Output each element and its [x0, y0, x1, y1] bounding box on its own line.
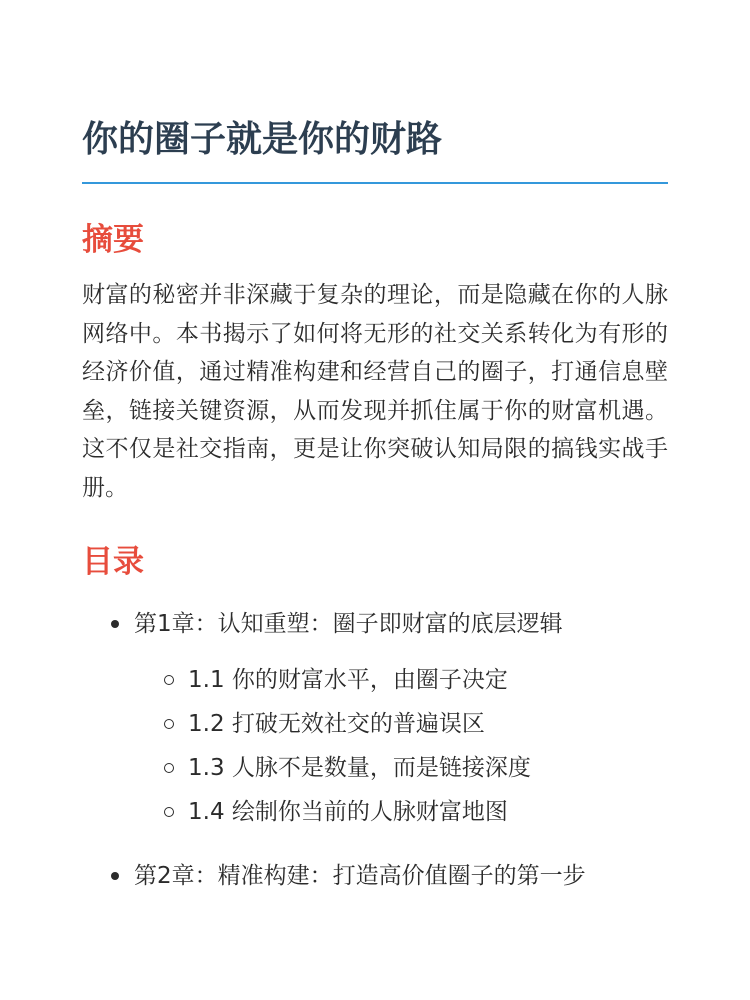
toc-chapter [82, 606, 668, 834]
section-label: 1.2 打破无效社交的普遍误区 [188, 711, 485, 737]
chapter-label: 第2章：精准构建：打造高价值圈子的第一步 [134, 863, 586, 889]
toc-heading: 目录 [82, 544, 144, 580]
toc-section [134, 702, 668, 746]
circle-bullet-icon [164, 675, 174, 685]
toc-chapter [82, 858, 668, 894]
bullet-icon [111, 620, 119, 628]
toc-section [134, 746, 668, 790]
bullet-icon [111, 872, 119, 880]
page-title: 你的圈子就是你的财路 [82, 119, 443, 160]
summary-heading: 摘要 [82, 222, 144, 258]
summary-text: 财富的秘密并非深藏于复杂的理论，而是隐藏在你的人脉网络中。本书揭示了如何将无形的社交关系转化为有形的经济价值，通过精准构建和经营自己的圈子，打通信息壁垒，链接关键资源，从而发现并抓住属于你的财富机遇。这不仅是社交指南，更是让你突破认知局限的搞钱实战手册。 [82, 282, 668, 501]
section-label: 1.4 绘制你当前的人脉财富地图 [188, 799, 508, 825]
section-label: 1.3 人脉不是数量，而是链接深度 [188, 755, 531, 781]
toc-list [82, 606, 668, 894]
toc-section [134, 790, 668, 834]
title-divider [82, 182, 668, 184]
circle-bullet-icon [164, 719, 174, 729]
section-list [134, 658, 668, 834]
section-label: 1.1 你的财富水平，由圈子决定 [188, 667, 508, 693]
chapter-label: 第1章：认知重塑：圈子即财富的底层逻辑 [134, 611, 563, 637]
toc-section [134, 658, 668, 702]
circle-bullet-icon [164, 763, 174, 773]
circle-bullet-icon [164, 807, 174, 817]
